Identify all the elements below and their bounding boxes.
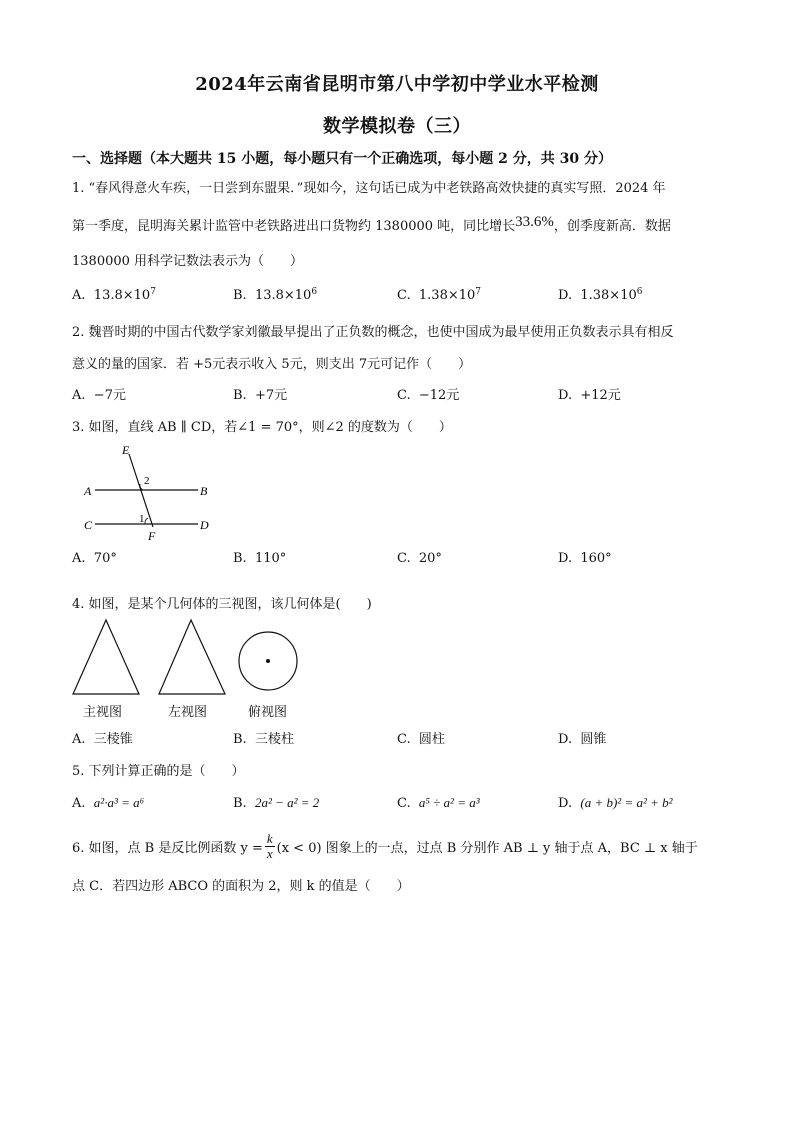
q5-option-b[interactable] bbox=[233, 795, 319, 811]
q1-line1: 1. “春风得意火车疾，一日尝到东盟果．”现如今，这句话已成为中老铁路高效快捷的真实写照．2024 年 bbox=[72, 181, 666, 196]
q6-line2: 点 C．若四边形 ABCO 的面积为 2，则 k 的值是（ ） bbox=[72, 879, 410, 894]
caption-side-view: 左视图 bbox=[168, 705, 208, 720]
label-a: A bbox=[84, 484, 92, 498]
section-heading: 一、选择题（本大题共 15 小题，每小题只有一个正确选项，每小题 2 分，共 30 分） bbox=[72, 151, 612, 167]
option-text: 70° bbox=[93, 551, 117, 566]
top-view-center-dot bbox=[266, 659, 270, 663]
option-label: C. bbox=[397, 388, 411, 403]
q1-percent: 33.6% bbox=[515, 214, 554, 230]
option-label: C. bbox=[397, 796, 411, 811]
q1-option-b[interactable] bbox=[233, 287, 317, 303]
label-f: F bbox=[148, 529, 156, 542]
option-text: −12元 bbox=[418, 388, 460, 403]
option-label: A. bbox=[72, 551, 86, 566]
label-angle-1: 1 bbox=[139, 513, 145, 525]
option-text: 110° bbox=[254, 551, 287, 566]
angle1-arc bbox=[145, 518, 148, 524]
option-exp: 6 bbox=[311, 287, 318, 297]
option-text: 1.38×10 bbox=[580, 288, 637, 303]
label-b: B bbox=[200, 484, 208, 498]
option-text: 三棱锥 bbox=[93, 732, 133, 747]
q5-option-a[interactable] bbox=[72, 795, 144, 811]
q6-line1a: 6. 如图，点 B 是反比例函数 y = bbox=[72, 841, 263, 856]
option-text: a⁵ ÷ a² = a³ bbox=[418, 795, 480, 810]
option-text: −7元 bbox=[93, 388, 126, 403]
q1-option-a[interactable] bbox=[72, 287, 156, 303]
q4-option-b[interactable] bbox=[233, 728, 294, 747]
option-text: 圆柱 bbox=[418, 732, 445, 747]
option-label: D. bbox=[558, 796, 573, 811]
option-text: +12元 bbox=[580, 388, 621, 403]
q6-fraction bbox=[265, 832, 275, 861]
q1-line2b: ，创季度新高．数据 bbox=[553, 219, 671, 234]
option-label: B. bbox=[233, 732, 247, 747]
option-text: 1.38×10 bbox=[418, 288, 476, 303]
option-label: B. bbox=[233, 796, 247, 811]
label-e: E bbox=[122, 443, 130, 457]
option-label: B. bbox=[233, 288, 247, 303]
option-exp: 7 bbox=[475, 287, 482, 297]
fraction-numerator: k bbox=[266, 831, 273, 846]
option-label: D. bbox=[558, 551, 573, 566]
option-text: 20° bbox=[418, 551, 442, 566]
caption-front-view: 主视图 bbox=[83, 705, 123, 720]
q3-option-d[interactable] bbox=[558, 551, 612, 566]
option-label: D. bbox=[558, 732, 573, 747]
option-label: D. bbox=[558, 288, 573, 303]
label-angle-2: 2 bbox=[144, 475, 150, 487]
option-text: 13.8×10 bbox=[93, 288, 151, 303]
option-text: 三棱柱 bbox=[254, 732, 294, 747]
caption-top-view: 俯视图 bbox=[248, 705, 288, 720]
option-exp: 6 bbox=[636, 287, 643, 297]
option-label: A. bbox=[72, 288, 86, 303]
option-text: (a + b)² = a² + b² bbox=[580, 795, 673, 810]
option-text: +7元 bbox=[254, 388, 288, 403]
option-label: A. bbox=[72, 732, 86, 747]
front-view-triangle bbox=[73, 620, 139, 694]
q2-line2: 意义的量的国家．若 +5元表示收入 5元，则支出 7元可记作（ ） bbox=[72, 357, 472, 372]
q4-option-d[interactable] bbox=[558, 728, 606, 747]
q6-line1 bbox=[72, 832, 698, 861]
fraction-denominator: x bbox=[266, 846, 273, 861]
q2-option-d[interactable] bbox=[558, 384, 621, 403]
option-label: C. bbox=[397, 732, 411, 747]
option-text: 2a² − a² = 2 bbox=[254, 795, 320, 810]
q2-line1: 2. 魏晋时期的中国古代数学家刘徽最早提出了正负数的概念，也使中国成为最早使用正负数表示具有相反 bbox=[72, 325, 674, 340]
q4-option-a[interactable] bbox=[72, 728, 133, 747]
q2-option-a[interactable] bbox=[72, 384, 126, 403]
option-label: C. bbox=[397, 551, 411, 566]
q3-line1: 3. 如图，直线 AB ∥ CD，若∠1 = 70°，则∠2 的度数为（ ） bbox=[72, 420, 452, 435]
option-label: A. bbox=[72, 796, 86, 811]
q3-option-a[interactable] bbox=[72, 551, 117, 566]
q2-option-c[interactable] bbox=[397, 384, 459, 403]
q5-option-d[interactable] bbox=[558, 795, 673, 811]
q3-option-b[interactable] bbox=[233, 551, 286, 566]
q1-line2 bbox=[72, 215, 671, 235]
label-d: D bbox=[200, 518, 209, 532]
option-text: 圆锥 bbox=[580, 732, 607, 747]
q5-option-c[interactable] bbox=[397, 795, 480, 811]
option-text: 160° bbox=[580, 551, 612, 566]
option-text: a²·a³ = a⁶ bbox=[93, 795, 145, 810]
option-label: D. bbox=[558, 388, 573, 403]
option-text: 13.8×10 bbox=[254, 288, 312, 303]
exam-title: 2024年云南省昆明市第八中学初中学业水平检测 bbox=[195, 74, 599, 95]
exam-subtitle: 数学模拟卷（三） bbox=[323, 116, 471, 137]
q1-option-c[interactable] bbox=[397, 287, 481, 303]
q2-option-b[interactable] bbox=[233, 384, 287, 403]
option-label: B. bbox=[233, 551, 247, 566]
label-c: C bbox=[84, 518, 93, 532]
q4-line1: 4. 如图，是某个几何体的三视图，该几何体是( ) bbox=[72, 597, 372, 612]
parallel-lines-figure bbox=[80, 442, 220, 542]
three-views-figure bbox=[70, 616, 310, 700]
option-label: C. bbox=[397, 288, 411, 303]
q1-option-d[interactable] bbox=[558, 287, 642, 303]
q5-line1: 5. 下列计算正确的是（ ） bbox=[72, 764, 245, 779]
option-label: B. bbox=[233, 388, 247, 403]
q6-line1b: (x < 0) 图象上的一点，过点 B 分别作 AB ⊥ y 轴于点 A，BC ⊥ x 轴于 bbox=[276, 841, 698, 856]
side-view-triangle bbox=[159, 620, 225, 694]
option-label: A. bbox=[72, 388, 86, 403]
q1-line3: 1380000 用科学记数法表示为（ ） bbox=[72, 254, 304, 269]
q4-option-c[interactable] bbox=[397, 728, 445, 747]
q1-line2a: 第一季度，昆明海关累计监管中老铁路进出口货物约 1380000 吨，同比增长 bbox=[72, 219, 516, 234]
q3-option-c[interactable] bbox=[397, 551, 442, 566]
option-exp: 7 bbox=[150, 287, 156, 297]
